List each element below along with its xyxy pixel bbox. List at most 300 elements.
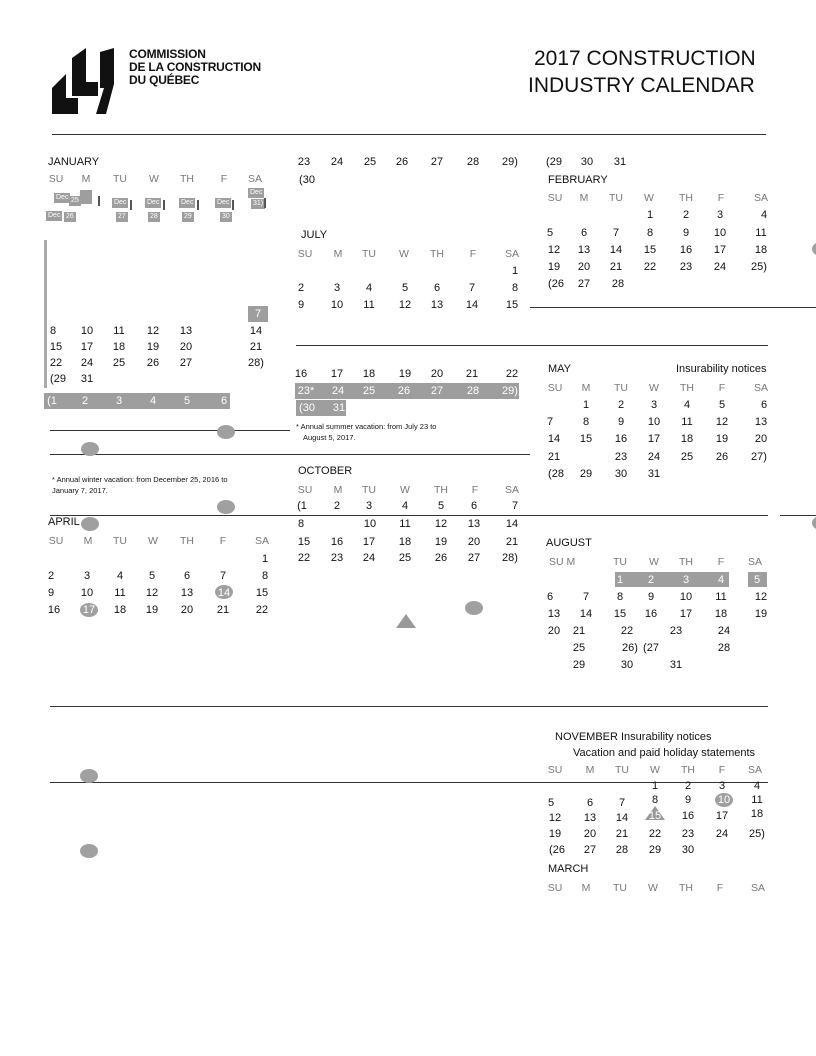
holiday-marker (812, 516, 816, 530)
dec-vacation-marker: 29 (184, 213, 192, 220)
day: 4 (149, 395, 157, 407)
day: 25 (572, 642, 586, 654)
day: 19 (145, 604, 159, 616)
weekday: SU (48, 173, 64, 185)
rule-right-stub (780, 515, 816, 516)
day: 27 (430, 385, 444, 397)
weekday: F (716, 882, 724, 894)
day: 30 (681, 844, 695, 856)
day: 7 (254, 308, 262, 320)
day: (29 (50, 373, 66, 385)
day: 13 (577, 244, 591, 256)
day: 30 (620, 659, 634, 671)
dec-vacation-marker: 28 (150, 213, 158, 220)
day: 2 (81, 395, 89, 407)
weekday: TU (614, 382, 628, 394)
day: 24 (713, 261, 727, 273)
day: 23 (679, 261, 693, 273)
weekday: TU (613, 882, 627, 894)
day: 25 (363, 156, 377, 168)
day: 17 (647, 433, 661, 445)
day: 9 (617, 416, 625, 428)
day: 16 (47, 604, 61, 616)
weekday: W (648, 882, 658, 894)
day: 13 (754, 416, 768, 428)
day: 8 (511, 282, 519, 294)
tick (232, 200, 234, 210)
dec-vacation-marker: Dec (56, 194, 69, 201)
day: 12 (754, 591, 768, 603)
weekday: SU (547, 764, 563, 776)
day: 23 (330, 552, 344, 564)
day: 27 (583, 844, 597, 856)
weekday: SU (547, 882, 563, 894)
day: (30 (299, 174, 315, 186)
day: 28 (466, 385, 480, 397)
weekday: W (649, 556, 659, 568)
org-name-line1: COMMISSION (129, 47, 206, 61)
weekday: SU (547, 382, 563, 394)
day: 6 (760, 399, 768, 411)
day: 22 (255, 604, 269, 616)
day: 16 (614, 433, 628, 445)
day: 3 (650, 399, 658, 411)
day: 27 (179, 357, 193, 369)
day: 22 (49, 357, 63, 369)
dec-vacation-marker (80, 190, 92, 204)
tick (197, 200, 199, 210)
weekday: SU (297, 484, 313, 496)
day: 7 (582, 591, 590, 603)
day: 10 (363, 518, 377, 530)
tick (163, 200, 165, 210)
day: 20 (180, 604, 194, 616)
rule-row2 (296, 345, 768, 346)
day: 5 (547, 797, 555, 809)
holiday-marker (80, 844, 98, 858)
day: 18 (362, 368, 376, 380)
day: 10 (647, 416, 661, 428)
day: 8 (49, 325, 57, 337)
day: 18 (750, 808, 764, 820)
day: 20 (547, 625, 561, 637)
day: 15 (579, 433, 593, 445)
month-may: MAY (548, 363, 572, 375)
day: 16 (294, 368, 308, 380)
day: 8 (616, 591, 624, 603)
day: 20 (179, 341, 193, 353)
holiday-marker (217, 500, 235, 514)
day: 19 (754, 608, 768, 620)
dec-vacation-marker: 26 (66, 213, 74, 220)
weekday: TH (434, 484, 448, 496)
cccq-logo (52, 48, 116, 114)
day: 4 (401, 500, 409, 512)
day: 17 (715, 810, 729, 822)
day: 20 (583, 828, 597, 840)
weekday: M (581, 382, 591, 394)
day: 25) (749, 828, 765, 840)
day: 25 (112, 357, 126, 369)
day: 19 (146, 341, 160, 353)
day: 19 (547, 261, 561, 273)
weekday: TU (615, 764, 629, 776)
day: 10 (80, 587, 94, 599)
day: 7 (219, 570, 227, 582)
weekday: TU (113, 173, 127, 185)
day: 22 (648, 828, 662, 840)
day: 21 (505, 536, 519, 548)
day: 10 (330, 299, 344, 311)
tick (130, 200, 132, 210)
day: (1 (47, 395, 57, 407)
day: 13 (547, 608, 561, 620)
day: 5 (546, 227, 554, 239)
day: 27) (751, 451, 767, 463)
day: 25 (398, 552, 412, 564)
day: 9 (684, 794, 692, 806)
tick (98, 196, 100, 206)
day: 7 (468, 282, 476, 294)
day: 5 (401, 282, 409, 294)
day: 13 (583, 812, 597, 824)
day: 9 (47, 587, 55, 599)
weekday: W (650, 764, 660, 776)
weekday: TH (430, 248, 444, 260)
day: 14 (249, 325, 263, 337)
day: 12 (715, 416, 729, 428)
weekday: M (581, 882, 591, 894)
weekday: F (717, 192, 725, 204)
weekday: TU (609, 192, 623, 204)
weekday: TH (679, 556, 693, 568)
rule-row4 (50, 706, 768, 707)
day: 25 (362, 385, 376, 397)
day: 21 (609, 261, 623, 273)
cccq-logo-icon (52, 48, 116, 114)
day: 28 (466, 156, 480, 168)
day: 18 (398, 536, 412, 548)
day: 21 (547, 451, 561, 463)
day: 3 (83, 570, 91, 582)
day: 11 (755, 227, 767, 239)
weekday: M (333, 248, 343, 260)
weekday: F (220, 173, 228, 185)
rule-row3 (50, 515, 768, 516)
weekday: SU (297, 248, 313, 260)
day: 16 (681, 810, 695, 822)
day: 12 (434, 518, 448, 530)
dec-vacation-marker: 30 (222, 213, 230, 220)
day: 17 (362, 536, 376, 548)
day: 28) (502, 552, 518, 564)
day: 20 (577, 261, 591, 273)
day: 10 (713, 227, 727, 239)
day: 8 (297, 518, 305, 530)
month-february: FEBRUARY (548, 174, 608, 186)
day: 8 (261, 570, 269, 582)
weekday: W (399, 248, 409, 260)
day: 13 (467, 518, 481, 530)
vacation-statements-label: Vacation and paid holiday statements (573, 747, 756, 759)
insurability-notices-label: Insurability notices (676, 363, 767, 375)
day: 17 (679, 608, 693, 620)
weekday: SA (747, 764, 762, 776)
day: 9 (647, 591, 655, 603)
day: 26 (146, 357, 160, 369)
weekday: TU (362, 248, 376, 260)
note-line: * Annual winter vacation: from December 25, 2016 to (52, 475, 228, 484)
day: 15 (255, 587, 269, 599)
day: 28 (615, 844, 629, 856)
day: 18 (112, 341, 126, 353)
day: 10 (679, 591, 693, 603)
day: 1 (616, 574, 624, 586)
day: 8 (646, 227, 654, 239)
day: 29) (502, 156, 518, 168)
holiday-marker (812, 242, 816, 256)
day: 15 (505, 299, 519, 311)
holiday-marker (81, 517, 99, 531)
day: 6 (546, 591, 554, 603)
note-line: * Annual summer vacation: from July 23 to (296, 422, 437, 431)
day: 13 (179, 325, 193, 337)
holiday-marker (217, 425, 235, 439)
weekday: F (219, 535, 227, 547)
day: 29 (572, 659, 586, 671)
weekday: SA (753, 382, 768, 394)
day: 11 (114, 587, 126, 599)
day: 5 (183, 395, 191, 407)
day: 24 (362, 552, 376, 564)
day: 25) (751, 261, 767, 273)
title-line1: 2017 CONSTRUCTION (534, 47, 756, 70)
day: 21 (465, 368, 479, 380)
day: 12 (146, 325, 160, 337)
weekday: W (149, 173, 159, 185)
day: 6 (433, 282, 441, 294)
day: 14 (609, 244, 623, 256)
dec-vacation-marker: Dec (147, 199, 160, 206)
day: 21 (572, 625, 586, 637)
day: 3 (682, 574, 690, 586)
day: 11 (399, 518, 411, 530)
day: 1 (646, 209, 654, 221)
day: 14 (579, 608, 593, 620)
day: 22 (643, 261, 657, 273)
day: 31 (613, 156, 627, 168)
day: 21 (249, 341, 263, 353)
day: 29 (579, 468, 593, 480)
weekday: F (471, 484, 479, 496)
day: 24 (647, 451, 661, 463)
day: 1 (511, 265, 519, 277)
org-name (129, 48, 261, 87)
day: 23* (297, 385, 315, 397)
day: 28) (248, 357, 264, 369)
day: 6 (220, 395, 228, 407)
day: 10 (80, 325, 94, 337)
weekday: M (579, 192, 589, 204)
weekday: F (717, 556, 725, 568)
day: 14 (217, 587, 231, 599)
day: 14 (615, 812, 629, 824)
day: 30 (614, 468, 628, 480)
day: 8 (582, 416, 590, 428)
day: 26 (434, 552, 448, 564)
dec-vacation-marker: Dec (250, 189, 263, 196)
day: 9 (297, 299, 305, 311)
weekday: M (83, 535, 93, 547)
day: 1 (582, 399, 590, 411)
weekday: TH (180, 173, 194, 185)
day: 21 (615, 828, 629, 840)
day: 4 (760, 209, 768, 221)
weekday: M (81, 173, 91, 185)
month-march: MARCH (548, 863, 589, 875)
rule-mid-col3 (530, 307, 816, 308)
day: 31 (80, 373, 94, 385)
dec-vacation-marker: Dec (217, 199, 230, 206)
deadline-triangle (396, 614, 416, 628)
day: 15 (648, 810, 662, 822)
day: 20 (754, 433, 768, 445)
day: 1 (261, 553, 269, 565)
month-november: NOVEMBER (555, 731, 618, 743)
day: 14 (547, 433, 561, 445)
winter-vacation-note (52, 474, 228, 496)
day: 22 (620, 625, 634, 637)
day: 26) (622, 642, 638, 654)
weekday: SA (753, 192, 768, 204)
title-line2: INDUSTRY CALENDAR (528, 74, 755, 97)
dec-vacation-marker: Dec (114, 199, 127, 206)
day: 2 (682, 209, 690, 221)
weekday: TH (679, 192, 693, 204)
day: 2 (47, 570, 55, 582)
day: 27 (467, 552, 481, 564)
day: 31 (332, 402, 346, 414)
day: 6 (470, 500, 478, 512)
day: 24 (717, 625, 731, 637)
day: (30 (299, 402, 315, 414)
day: 15 (297, 536, 311, 548)
day: 29 (648, 844, 662, 856)
month-august: AUGUST (546, 537, 592, 549)
day: 16 (644, 608, 658, 620)
day: 20 (430, 368, 444, 380)
day: 15 (613, 608, 627, 620)
day: 28 (611, 278, 625, 290)
day: 12 (398, 299, 412, 311)
day: 3 (115, 395, 123, 407)
day: 18 (680, 433, 694, 445)
weekday: SA (504, 248, 519, 260)
day: 4 (683, 399, 691, 411)
day: 5 (718, 399, 726, 411)
day: 23 (681, 828, 695, 840)
note-line: August 5, 2017. (303, 433, 356, 442)
day: 2 (333, 500, 341, 512)
weekday: TH (680, 382, 694, 394)
day: (29 (546, 156, 562, 168)
day: 22 (505, 368, 519, 380)
day: 24 (715, 828, 729, 840)
day: 22 (297, 552, 311, 564)
weekday: TH (180, 535, 194, 547)
day: 11 (363, 299, 375, 311)
org-name-line3: DU QUÉBEC (129, 73, 200, 87)
dec-vacation-marker: Dec (181, 199, 194, 206)
day: 19 (398, 368, 412, 380)
weekday: F (718, 764, 726, 776)
weekday: TH (679, 882, 693, 894)
day: 3 (333, 282, 341, 294)
day: 11 (751, 794, 763, 806)
insurability-notices-label: Insurability notices (621, 731, 712, 743)
dec-vacation-marker: 31) (253, 200, 264, 207)
day: 6 (580, 227, 588, 239)
day: 11 (715, 591, 727, 603)
weekday: SU (48, 535, 64, 547)
day: 14 (465, 299, 479, 311)
day: 26 (715, 451, 729, 463)
day: 31 (669, 659, 683, 671)
day: 24 (80, 357, 94, 369)
day: 11 (681, 416, 693, 428)
weekday: W (649, 382, 659, 394)
holiday-marker (465, 601, 483, 615)
day: (28 (548, 468, 564, 480)
day: 18 (754, 244, 768, 256)
day: 3 (365, 500, 373, 512)
day: 15 (643, 244, 657, 256)
day: 18 (113, 604, 127, 616)
weekday: SA (750, 882, 765, 894)
day: 18 (714, 608, 728, 620)
day: 2 (617, 399, 625, 411)
day: 23 (669, 625, 683, 637)
weekday: SA (254, 535, 269, 547)
weekday: TU (113, 535, 127, 547)
day: 12 (548, 812, 562, 824)
day: 20 (467, 536, 481, 548)
day: 10 (717, 794, 731, 806)
day: 11 (113, 325, 125, 337)
day: 4 (753, 780, 761, 792)
month-january: JANUARY (48, 156, 100, 168)
day: 29) (502, 385, 518, 397)
rule-left-2 (50, 454, 530, 455)
holiday-marker (81, 442, 99, 456)
day: 7 (612, 227, 620, 239)
month-october: OCTOBER (298, 465, 353, 477)
weekday: SA (747, 556, 762, 568)
day: 12 (547, 244, 561, 256)
weekday: W (644, 192, 654, 204)
day: 26 (397, 385, 411, 397)
day: 14 (505, 518, 519, 530)
day: 5 (148, 570, 156, 582)
day: 13 (180, 587, 194, 599)
day: 19 (548, 828, 562, 840)
weekday: F (718, 382, 726, 394)
day: (27 (643, 642, 659, 654)
day: 17 (82, 604, 96, 616)
day: 30 (580, 156, 594, 168)
day: 4 (717, 574, 725, 586)
day: 17 (713, 244, 727, 256)
